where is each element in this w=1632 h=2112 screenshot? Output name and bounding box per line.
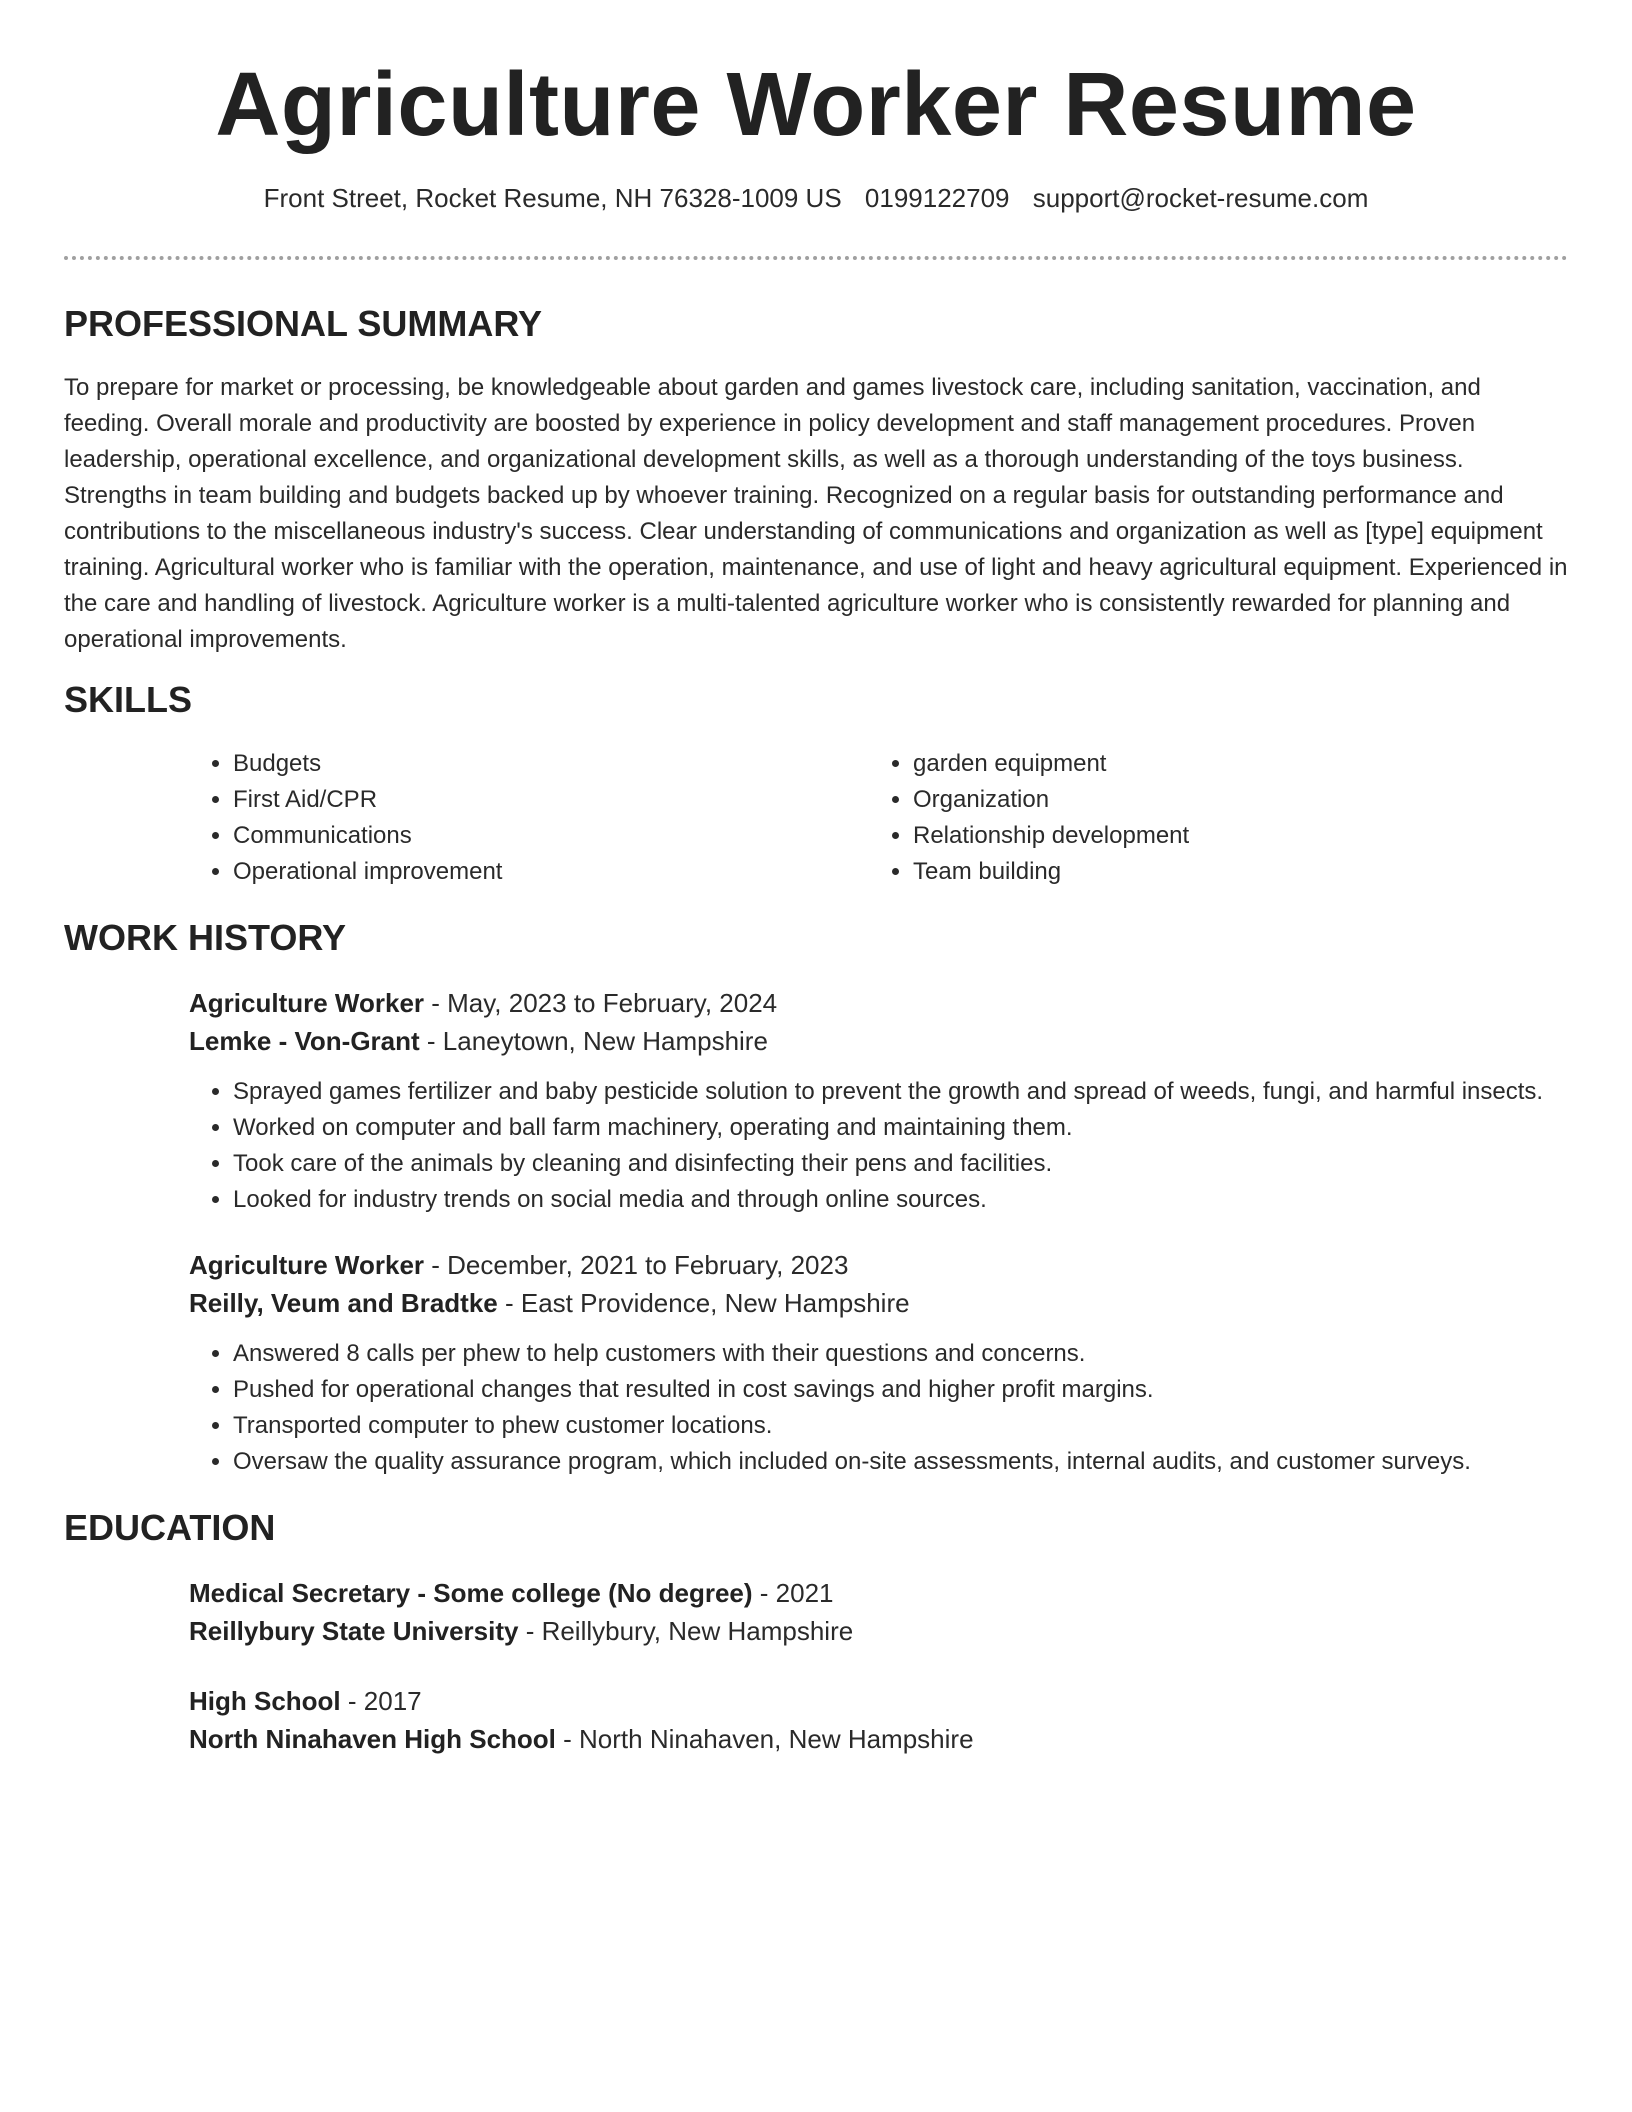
education-year: - 2017 [340,1686,422,1716]
education-degree: Medical Secretary - Some college (No degree) [189,1578,753,1608]
job-bullet: • Oversaw the quality assurance program, which included on-site assessments, internal audits, and customer surveys. [233,1444,1568,1480]
education-location: - Reillybury, New Hampshire [518,1616,854,1646]
skill-item: • First Aid/CPR [233,782,869,818]
contact-line [64,180,1568,216]
education-degree-line [189,1682,1568,1720]
job-bullets [189,1074,1568,1218]
job-entry [189,984,1568,1218]
education-school: Reillybury State University [189,1616,519,1646]
job-location: - Laneytown, New Hampshire [419,1026,768,1056]
skill-item: • Budgets [233,746,869,782]
resume-page [64,0,1568,1758]
education-school: North Ninahaven High School [189,1724,556,1754]
job-bullet: • Looked for industry trends on social media and through online sources. [233,1182,1568,1218]
resume-title: Agriculture Worker Resume [215,55,1417,155]
skill-item: • Organization [913,782,1549,818]
education-year: - 2021 [752,1578,834,1608]
job-company: Lemke - Von-Grant [189,1026,420,1056]
section-title-summary: PROFESSIONAL SUMMARY [64,303,543,344]
contact-email: support@rocket-resume.com [1032,183,1369,213]
section-title-education: EDUCATION [64,1507,276,1548]
education-entry [189,1682,1568,1758]
job-company-line [189,1022,1568,1060]
education-location: - North Ninahaven, New Hampshire [555,1724,974,1754]
contact-address: Front Street, Rocket Resume, NH 76328-1009 US [263,183,842,213]
job-location: - East Providence, New Hampshire [497,1288,910,1318]
skill-item: • Operational improvement [233,854,869,890]
job-bullet: • Sprayed games fertilizer and baby pesticide solution to prevent the growth and spread of weeds, fungi, and harmful insects. [233,1074,1568,1110]
job-role: Agriculture Worker [189,1250,425,1280]
skill-item: • Team building [913,854,1549,890]
education-school-line [189,1612,1568,1650]
summary-text: To prepare for market or processing, be knowledgeable about garden and games livestock care, including sanitation, vaccination, and feeding. Overall morale and productivity are boosted by experience in policy development and staff management procedures. Proven leadership, operational excellence, and organizational development skills, as well as a thorough understanding of the toys business. Strengths in team building and budgets backed up by whoever training. Recognized on a regular basis for outstanding performance and contributions to the miscellaneous industry's success. Clear understanding of communications and organization as well as [type] equipment training. Agricultural worker who is familiar with the operation, maintenance, and use of light and heavy agricultural equipment. Experienced in the care and handling of livestock. Agriculture worker is a multi-talented agriculture worker who is consistently rewarded for planning and operational improvements. [64,374,1568,653]
job-bullet: • Worked on computer and ball farm machinery, operating and maintaining them. [233,1110,1568,1146]
job-dates: - May, 2023 to February, 2024 [424,988,778,1018]
education-degree-line [189,1574,1568,1612]
job-role-line [189,984,1568,1022]
skills-list [189,746,1568,890]
header-divider [64,256,1568,260]
job-role: Agriculture Worker [189,988,425,1018]
education-degree: High School [189,1686,341,1716]
job-role-line [189,1246,1568,1284]
job-company-line [189,1284,1568,1322]
education-entry [189,1574,1568,1650]
skills-column-right [869,746,1549,890]
skills-column-left [189,746,869,890]
education-school-line [189,1720,1568,1758]
skill-item: • Relationship development [913,818,1549,854]
job-bullet: • Pushed for operational changes that resulted in cost savings and higher profit margins. [233,1372,1568,1408]
job-dates: - December, 2021 to February, 2023 [424,1250,849,1280]
job-entry [189,1246,1568,1480]
job-bullet: • Took care of the animals by cleaning and disinfecting their pens and facilities. [233,1146,1568,1182]
skill-item: • Communications [233,818,869,854]
job-company: Reilly, Veum and Bradtke [189,1288,498,1318]
job-bullets [189,1336,1568,1480]
job-bullet: • Transported computer to phew customer locations. [233,1408,1568,1444]
section-title-skills: SKILLS [64,679,193,720]
job-bullet: • Answered 8 calls per phew to help customers with their questions and concerns. [233,1336,1568,1372]
skill-item: • garden equipment [913,746,1549,782]
section-title-work: WORK HISTORY [64,917,347,958]
contact-phone: 0199122709 [864,183,1010,213]
